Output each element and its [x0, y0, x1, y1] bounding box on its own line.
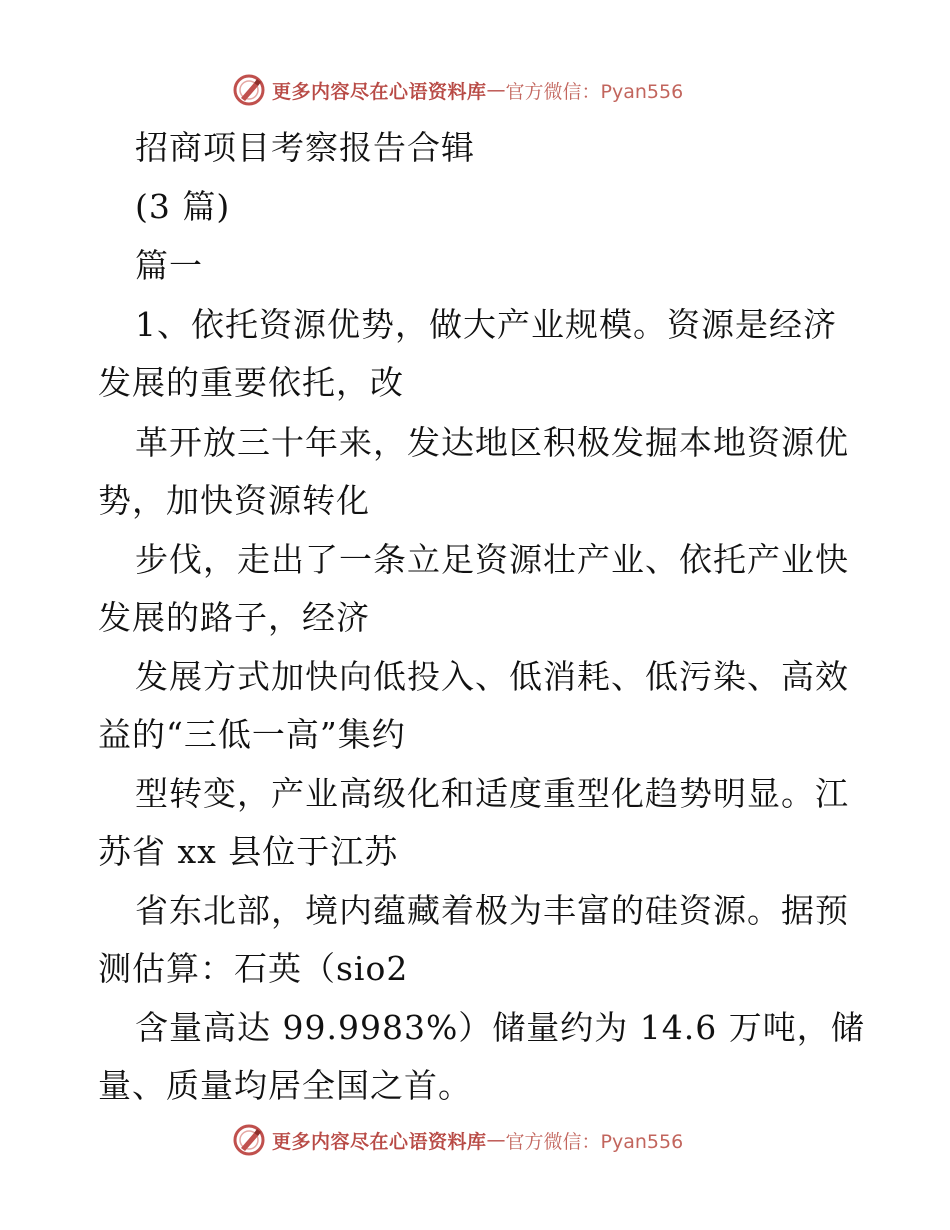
- paragraph-line: 步伐，走出了一条立足资源壮产业、依托产业快: [135, 540, 849, 579]
- header-dash: —: [486, 79, 506, 101]
- paragraph-line: 发展的重要依托，改: [98, 363, 404, 402]
- paragraph-line: 量、质量均居全国之首。: [98, 1066, 472, 1105]
- paragraph-line: 型转变，产业高级化和适度重型化趋势明显。江: [135, 774, 849, 813]
- paragraph-line: 含量高达 99.9983%）储量约为 14.6 万吨，储: [135, 1008, 865, 1047]
- paragraph-line: 革开放三十年来，发达地区积极发掘本地资源优: [135, 423, 849, 462]
- footer-dash: —: [486, 1129, 506, 1151]
- section-heading: 篇一: [135, 246, 203, 285]
- header-brand-text: 更多内容尽在心语资料库: [272, 80, 487, 103]
- header-watermark-banner: [232, 72, 683, 108]
- paragraph-line: 发展方式加快向低投入、低消耗、低污染、高效: [135, 657, 849, 696]
- header-wechat-text: 官方微信：Pyan556: [505, 80, 684, 103]
- paragraph-line: 1、依托资源优势，做大产业规模。资源是经济: [135, 305, 837, 344]
- paragraph-line: 益的“三低一高”集约: [98, 715, 406, 754]
- footer-brand-text: 更多内容尽在心语资料库: [272, 1130, 487, 1153]
- footer-watermark-banner: [232, 1122, 683, 1158]
- pen-seal-logo-icon: [232, 1123, 266, 1157]
- pen-seal-logo-icon: [232, 73, 266, 107]
- footer-wechat-text: 官方微信：Pyan556: [505, 1130, 684, 1153]
- document-subtitle: (3 篇): [135, 187, 231, 226]
- paragraph-line: 省东北部，境内蕴藏着极为丰富的硅资源。据预: [135, 891, 849, 930]
- paragraph-line: 发展的路子，经济: [98, 598, 370, 637]
- paragraph-line: 苏省 xx 县位于江苏: [98, 832, 399, 871]
- document-title: 招商项目考察报告合辑: [135, 128, 475, 167]
- paragraph-line: 势，加快资源转化: [98, 481, 370, 520]
- paragraph-line: 测估算：石英（sio2: [98, 949, 409, 988]
